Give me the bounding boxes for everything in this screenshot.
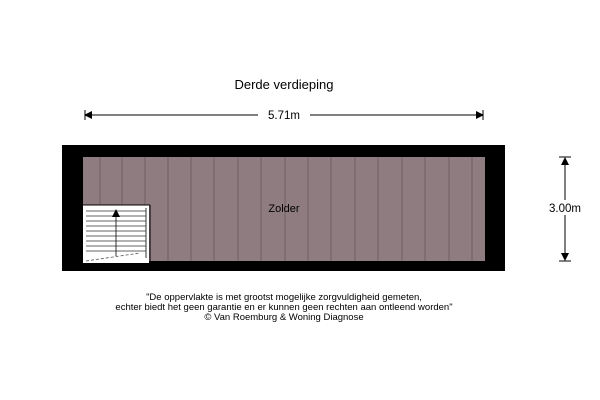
staircase (83, 205, 150, 263)
floor-title: Derde verdieping (234, 77, 334, 92)
disclaimer-line-1: "De oppervlakte is met grootst mogelijke zorgvuldigheid gemeten, (146, 292, 422, 303)
room-label-zolder: Zolder (268, 203, 300, 215)
disclaimer-line-2: echter biedt het geen garantie en er kunnen geen rechten aan ontleend worden" (115, 302, 453, 313)
width-label: 5.71m (268, 110, 300, 122)
disclaimer (115, 292, 452, 323)
width-dimension (85, 107, 483, 122)
disclaimer-line-3: © Van Roemburg & Woning Diagnose (204, 312, 364, 323)
height-label: 3.00m (549, 203, 581, 215)
height-dimension (540, 157, 590, 261)
